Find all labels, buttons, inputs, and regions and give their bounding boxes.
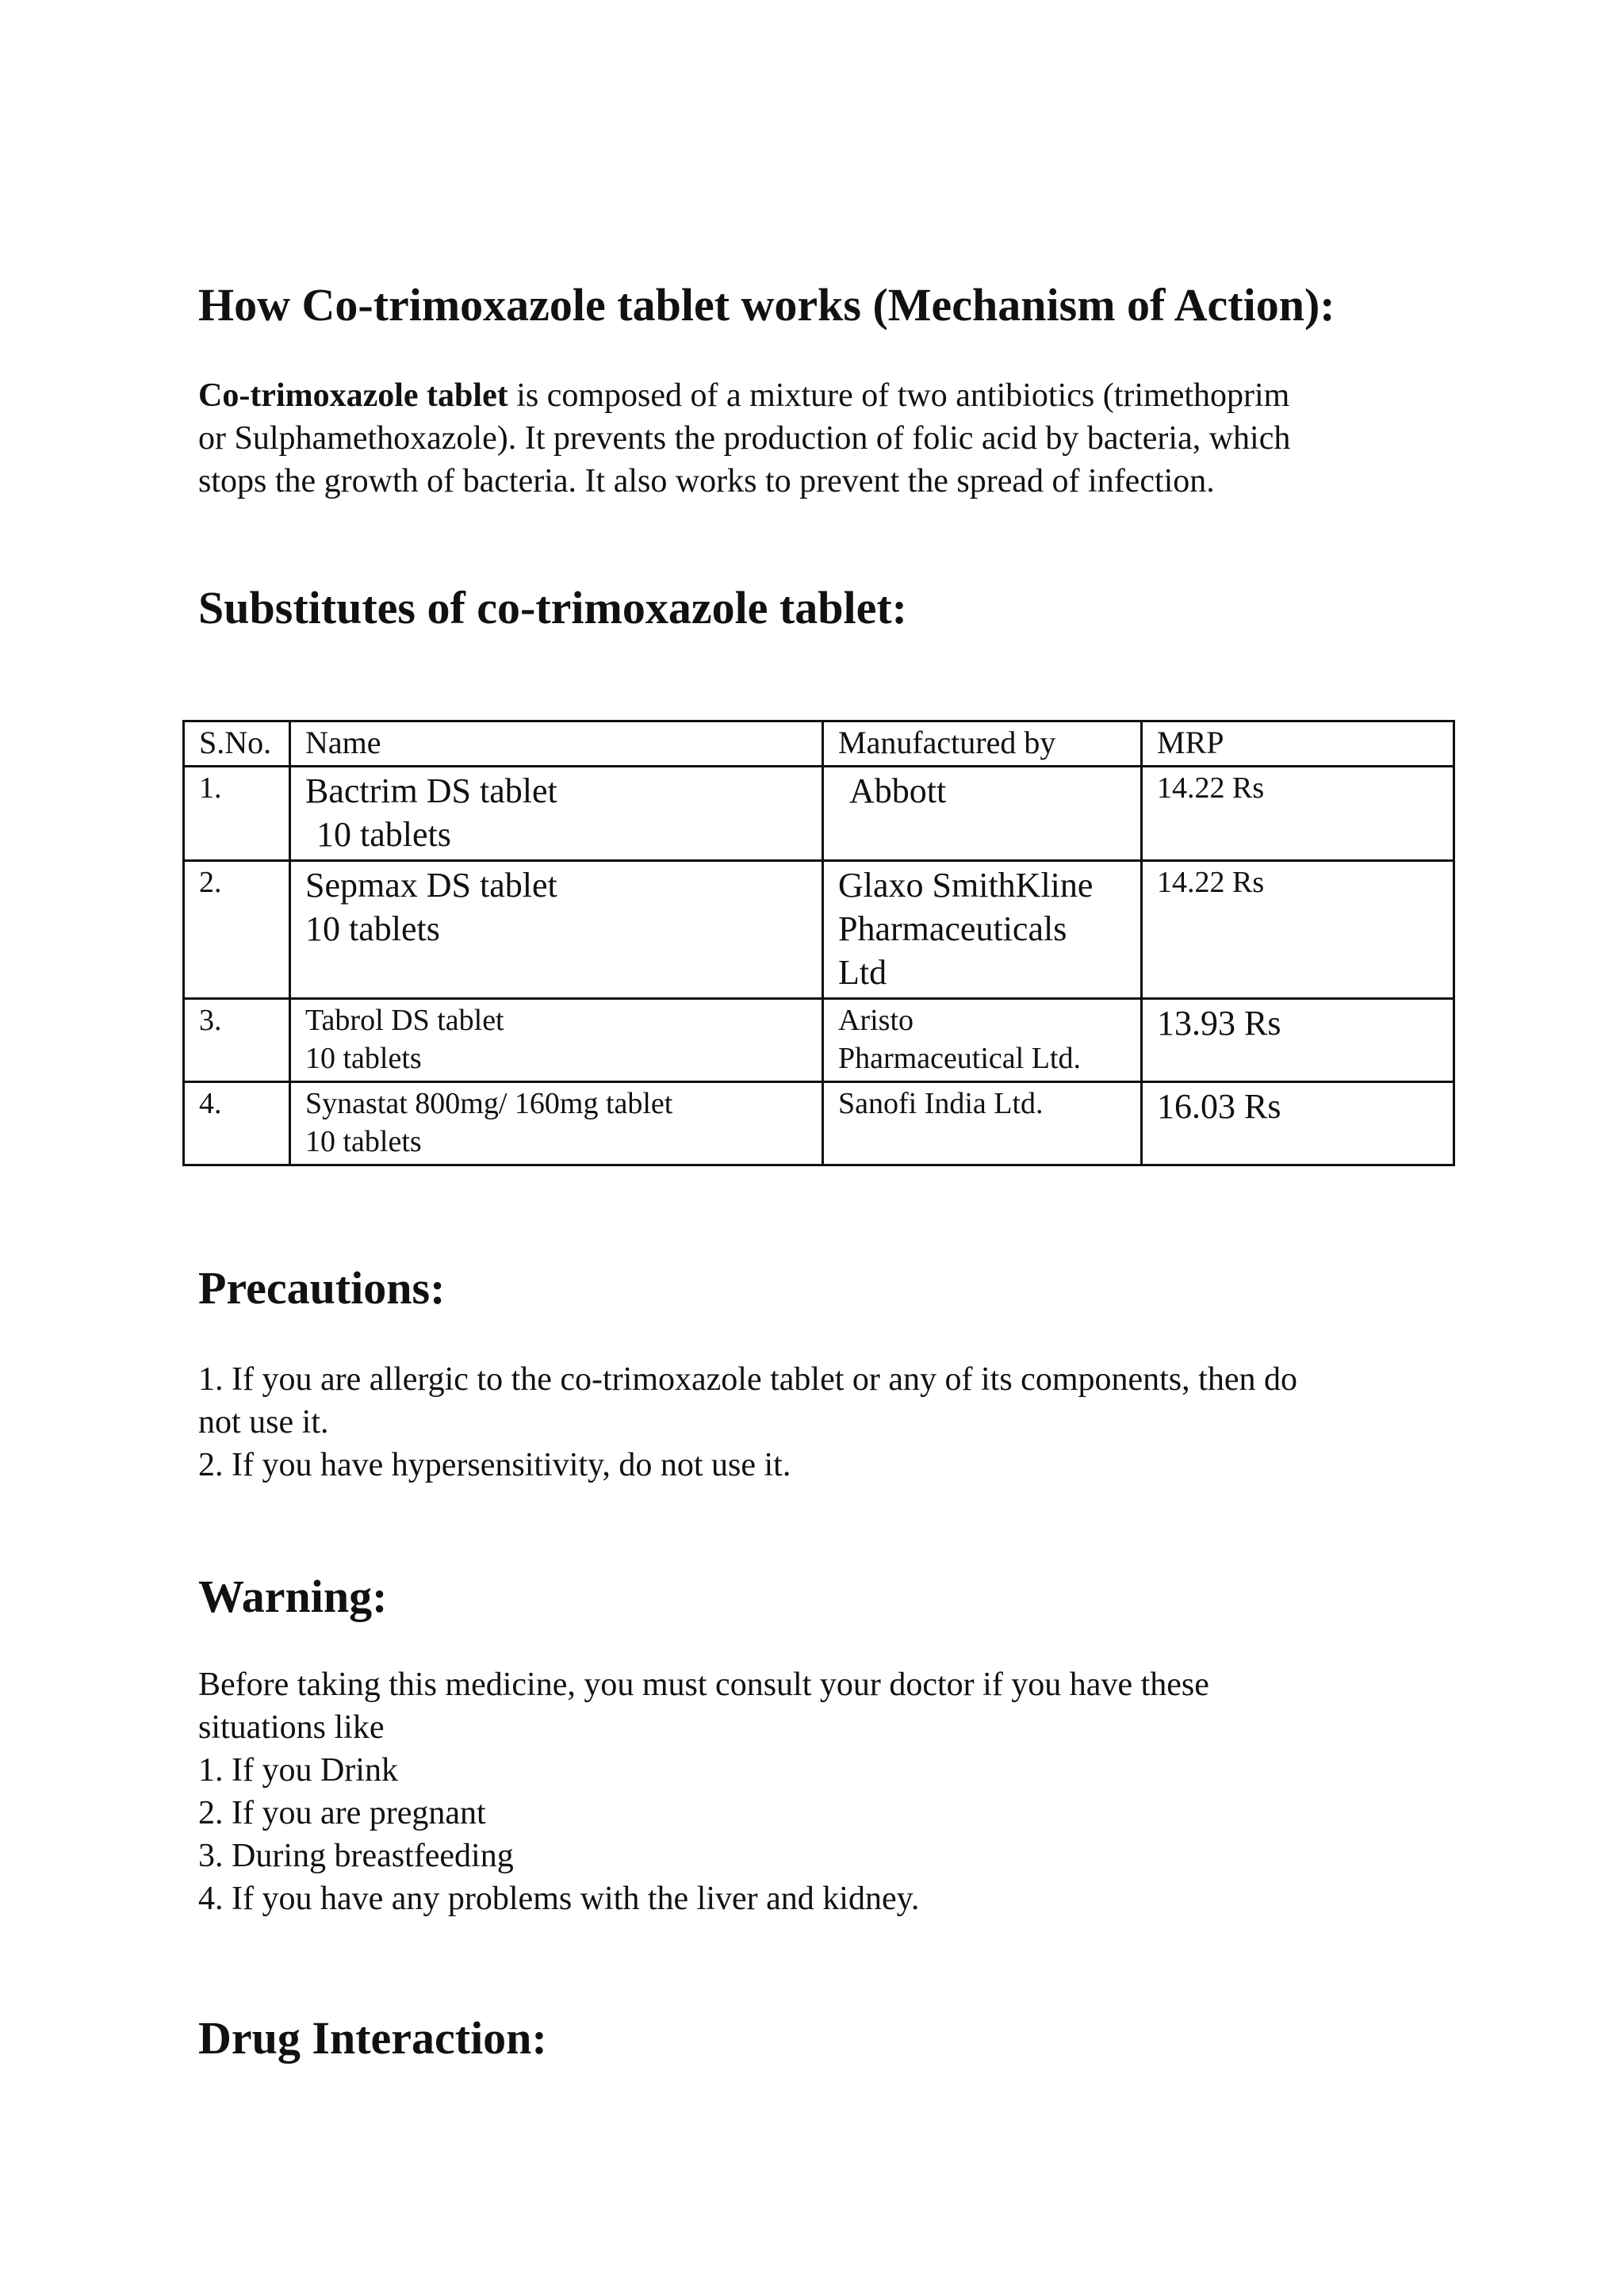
warning-heading: Warning: <box>198 1571 388 1622</box>
manufacturer-line: Pharmaceutical Ltd. <box>838 1042 1081 1075</box>
cell-mrp: 16.03 Rs <box>1142 1082 1454 1165</box>
manufacturer-line: Glaxo SmithKline <box>838 866 1094 905</box>
mechanism-line-3: stops the growth of bacteria. It also works to prevent the spread of infection. <box>198 463 1215 499</box>
drug-name-bold: Co-trimoxazole tablet <box>198 377 508 414</box>
warning-list-item: 4. If you have any problems with the liver and kidney. <box>198 1881 920 1917</box>
cell-manufacturer <box>823 767 1142 861</box>
warning-line: Before taking this medicine, you must consult your doctor if you have these <box>198 1667 1209 1703</box>
cell-name <box>290 861 823 999</box>
mechanism-paragraph <box>198 374 1435 503</box>
manufacturer-line: Sanofi India Ltd. <box>838 1087 1044 1120</box>
precautions-heading: Precautions: <box>198 1262 446 1314</box>
column-header-name: Name <box>290 721 823 767</box>
pack-size: 10 tablets <box>305 1042 422 1075</box>
table-row <box>184 861 1454 999</box>
pack-size: 10 tablets <box>305 909 440 948</box>
column-header-sno: S.No. <box>184 721 290 767</box>
product-name: Sepmax DS tablet <box>305 866 557 905</box>
product-name: Bactrim DS tablet <box>305 771 557 810</box>
pack-size: 10 tablets <box>316 815 451 854</box>
cell-sno: 3. <box>184 999 290 1082</box>
manufacturer-line: Abbott <box>849 771 947 810</box>
pack-size: 10 tablets <box>305 1125 422 1158</box>
manufacturer-line: Ltd <box>838 953 887 992</box>
mechanism-line-1 <box>198 374 1435 417</box>
table-row <box>184 1082 1454 1165</box>
column-header-mrp: MRP <box>1142 721 1454 767</box>
cell-name <box>290 999 823 1082</box>
column-header-manufacturer: Manufactured by <box>823 721 1142 767</box>
table-row <box>184 999 1454 1082</box>
drug-interaction-heading: Drug Interaction: <box>198 2012 547 2064</box>
cell-manufacturer <box>823 999 1142 1082</box>
cell-mrp: 13.93 Rs <box>1142 999 1454 1082</box>
warning-list-item: 2. If you are pregnant <box>198 1795 486 1831</box>
cell-sno: 4. <box>184 1082 290 1165</box>
substitutes-heading: Substitutes of co-trimoxazole tablet: <box>198 582 907 633</box>
cell-manufacturer <box>823 1082 1142 1165</box>
cell-name <box>290 1082 823 1165</box>
warning-list-item: 3. During breastfeeding <box>198 1838 514 1874</box>
product-name: Synastat 800mg/ 160mg tablet <box>305 1087 673 1120</box>
cell-manufacturer <box>823 861 1142 999</box>
manufacturer-line: Pharmaceuticals <box>838 909 1067 948</box>
mechanism-line-1-rest: is composed of a mixture of two antibiotics (trimethoprim <box>508 377 1290 414</box>
warning-list-item: 1. If you Drink <box>198 1752 398 1789</box>
precaution-line: 2. If you have hypersensitivity, do not use it. <box>198 1447 791 1483</box>
cell-sno: 1. <box>184 767 290 861</box>
warning-line: situations like <box>198 1709 385 1746</box>
precaution-line: not use it. <box>198 1404 329 1441</box>
warning-paragraph <box>198 1663 1435 1920</box>
cell-name <box>290 767 823 861</box>
precaution-line: 1. If you are allergic to the co-trimoxazole tablet or any of its components, then do <box>198 1361 1297 1398</box>
table-header-row <box>184 721 1454 767</box>
mechanism-heading: How Co-trimoxazole tablet works (Mechanism of Action): <box>198 279 1335 331</box>
cell-mrp: 14.22 Rs <box>1142 861 1454 999</box>
table-row <box>184 767 1454 861</box>
substitutes-table <box>182 720 1455 1166</box>
cell-sno: 2. <box>184 861 290 999</box>
manufacturer-line: Aristo <box>838 1004 914 1037</box>
cell-mrp: 14.22 Rs <box>1142 767 1454 861</box>
mechanism-line-2: or Sulphamethoxazole). It prevents the production of folic acid by bacteria, which <box>198 420 1291 457</box>
product-name: Tabrol DS tablet <box>305 1004 504 1037</box>
precautions-paragraph <box>198 1358 1435 1487</box>
